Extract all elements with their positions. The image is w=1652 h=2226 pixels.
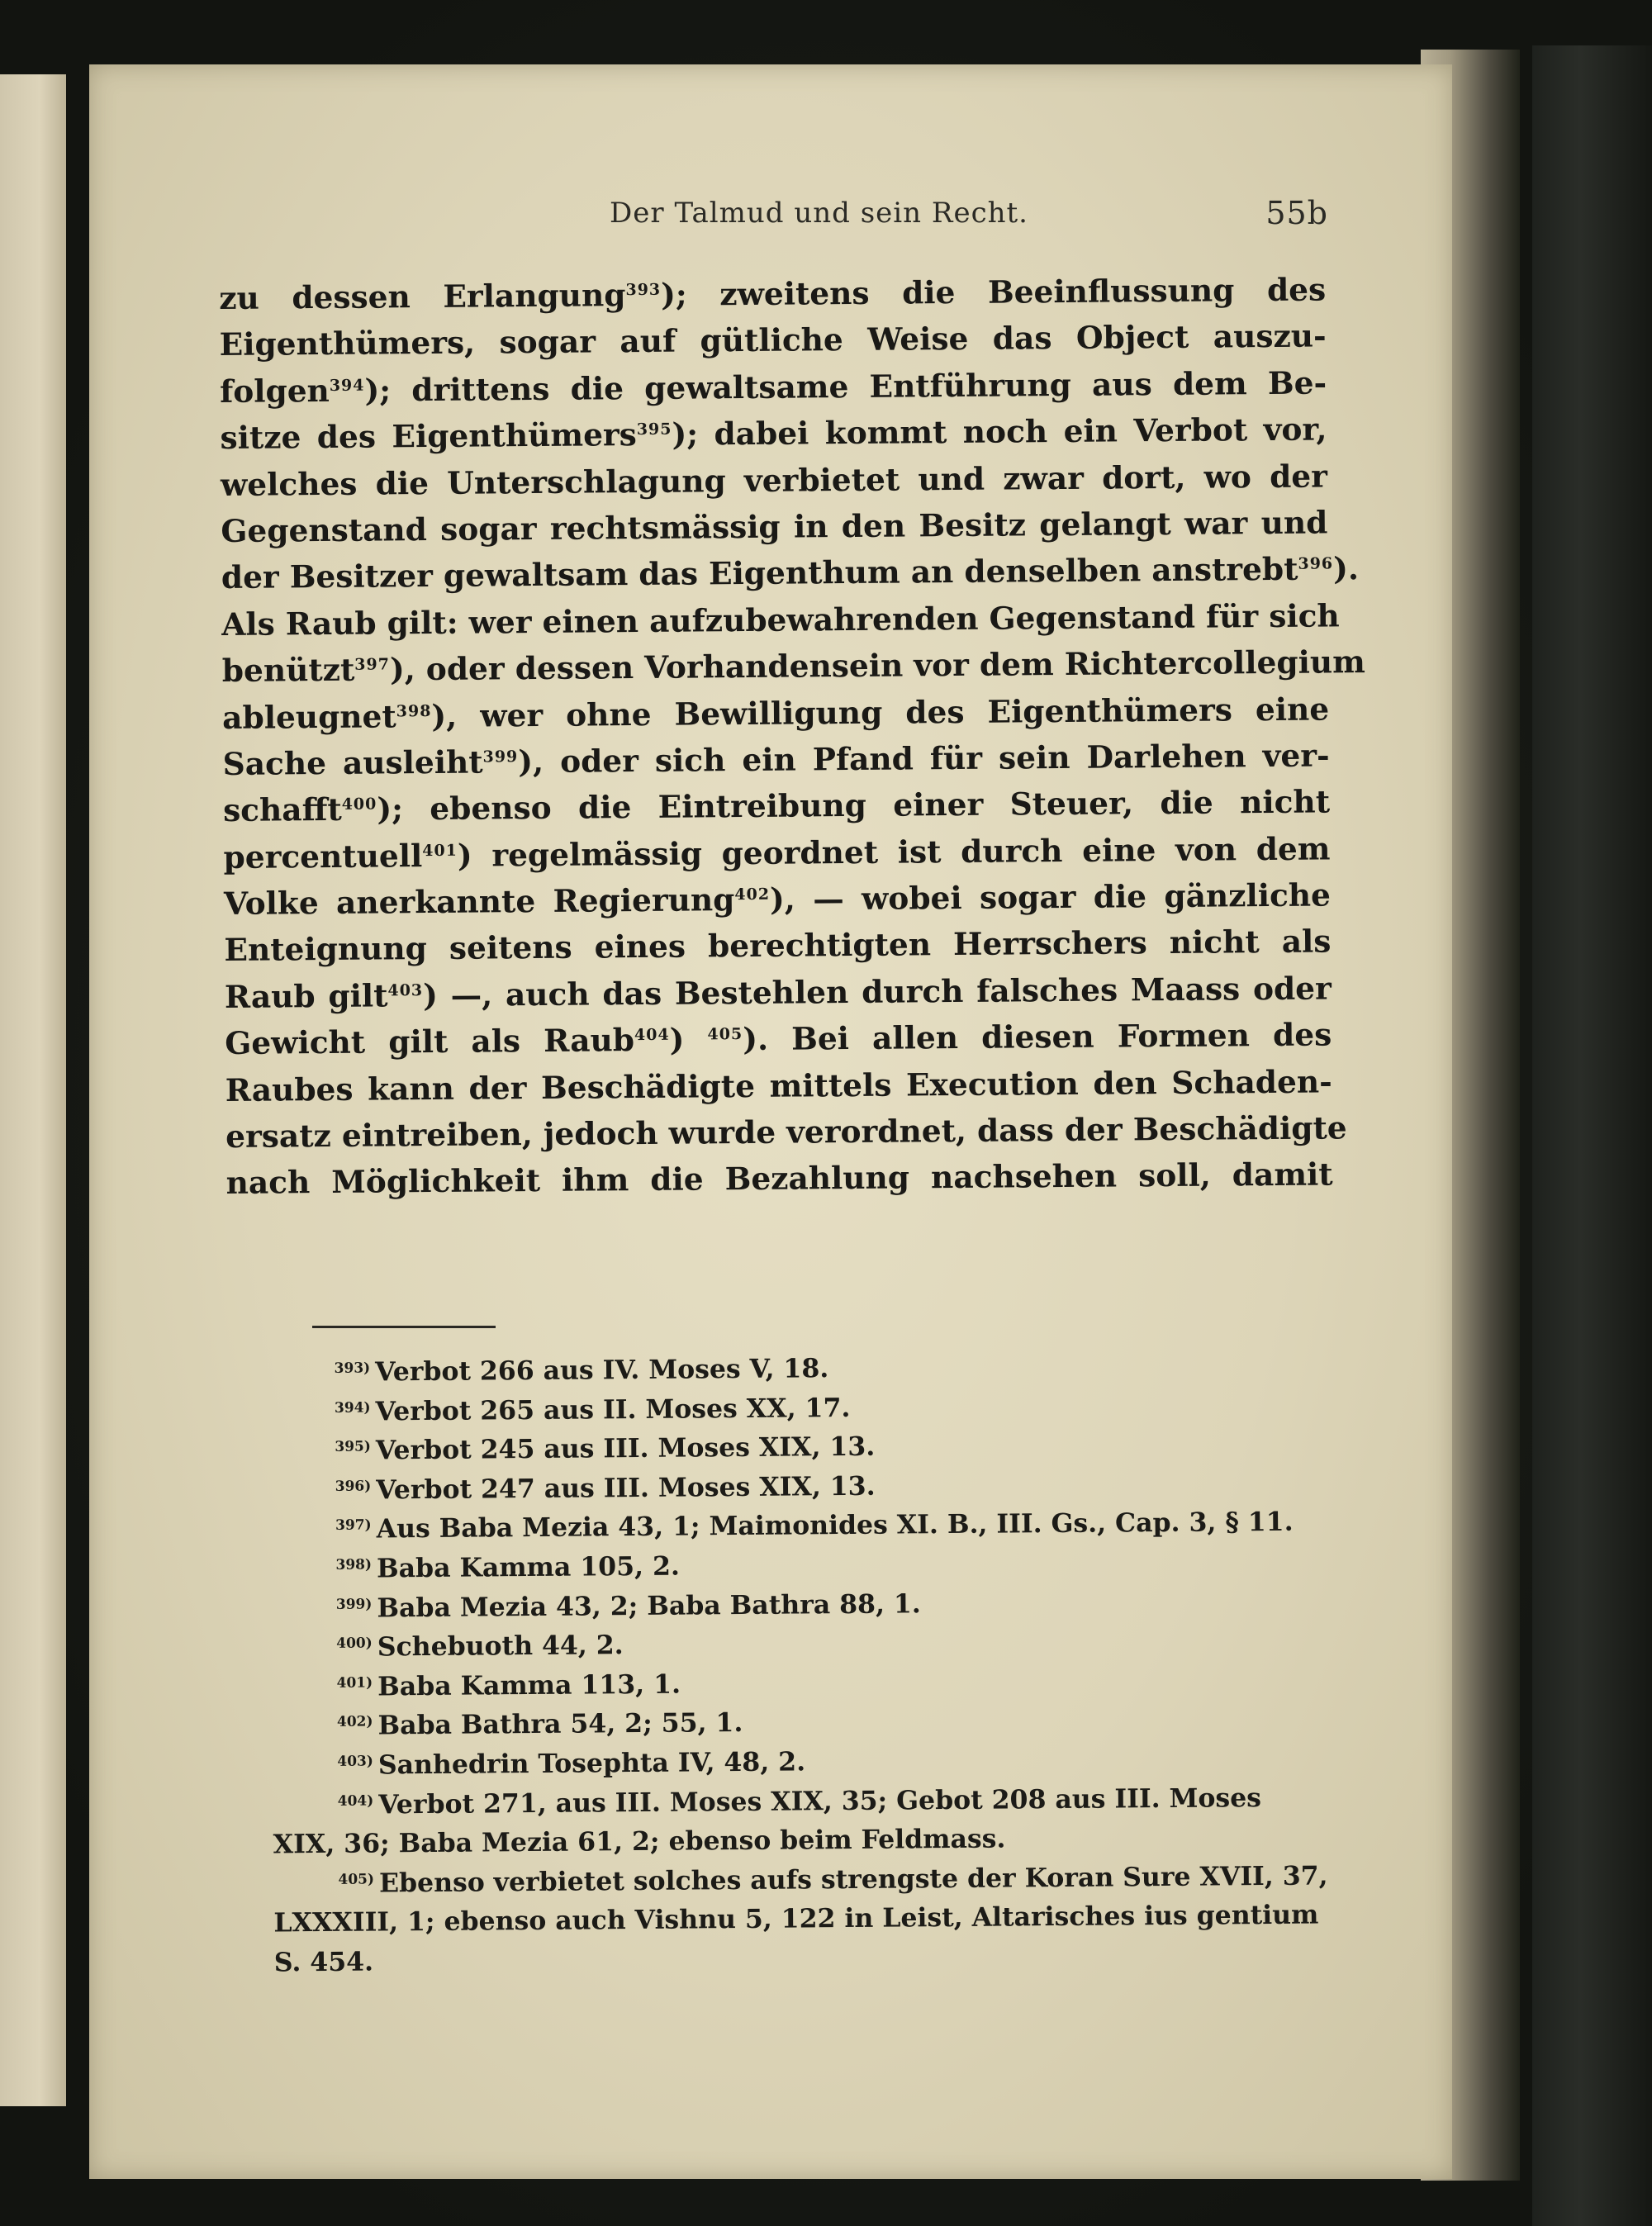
footnote-ref: 395 — [636, 420, 672, 439]
footnote-number: 395) — [335, 1438, 371, 1456]
footnote-number: 405) — [338, 1871, 375, 1888]
footnotes — [273, 1345, 1328, 1982]
text-line: benützt$^{397}$), oder dessen Vorhandensein vor dem Richtercollegium — [221, 643, 1365, 690]
text-line: welches die Unterschlagung verbietet und zwar dort, wo der — [220, 458, 1328, 503]
footnote-continuation: S. 454. — [273, 1946, 374, 1978]
text-line: Volke anerkannte Regierung$^{402}$), — wobei sogar die gänzliche — [223, 876, 1332, 923]
footnote-number: 401) — [336, 1674, 373, 1692]
footnote: 404) Verbot 271, aus III. Moses XIX, 35; Gebot 208 aus III. Moses — [324, 1777, 1323, 1825]
text-line: ableugnet$^{398}$), wer ohne Bewilligung des Eigenthümers eine — [222, 690, 1330, 736]
footnote-ref: 398 — [396, 701, 432, 720]
book-cover — [1532, 45, 1652, 2226]
footnote-ref: 403 — [387, 980, 424, 1000]
footnote: 397) Aus Baba Mezia 43, 1; Maimonides XI. B., III. Gs., Cap. 3, § 11. — [321, 1502, 1321, 1550]
footnote: 395) Verbot 245 aus III. Moses XIX, 13. — [321, 1424, 1321, 1471]
footnote-number: 396) — [335, 1478, 372, 1495]
footnote: 396) Verbot 247 aus III. Moses XIX, 13. — [321, 1463, 1321, 1510]
page-number: 55b — [1265, 195, 1328, 231]
footnote-number: 399) — [335, 1596, 373, 1613]
text-line: Enteignung seitens eines berechtigten Herrschers nicht als — [224, 923, 1332, 969]
footnote-ref: 393 — [625, 280, 662, 300]
footnote: 405) Ebenso verbietet solches aufs strengste der Koran Sure XVII, 37, — [325, 1856, 1324, 1903]
text-line: sitze des Eigenthümers$^{395}$); dabei kommt noch ein Verbot vor, — [220, 411, 1327, 457]
footnote-continuation: LXXXIII, 1; ebenso auch Vishnu 5, 122 in Leist, Altarisches ius gentium — [273, 1899, 1319, 1939]
footnote-number: 404) — [337, 1792, 374, 1810]
text-line: Raub gilt$^{403}$) —, auch das Bestehlen durch falsches Maass oder — [224, 970, 1332, 1015]
footnote-ref: 397 — [354, 655, 391, 674]
footnote: 393) Verbot 266 aus IV. Moses V, 18. — [320, 1345, 1320, 1392]
footnote: 398) Baba Kamma 105, 2. — [322, 1541, 1322, 1588]
footnote: 403) Sanhedrin Tosephta IV, 48, 2. — [324, 1738, 1323, 1785]
footnote-number: 400) — [336, 1635, 373, 1653]
text-line: ersatz eintreiben, jedoch wurde verordnet, dass der Beschädigte — [225, 1109, 1347, 1155]
adjacent-page-edge — [0, 74, 66, 2106]
footnote-ref: 401 — [422, 841, 458, 860]
footnote: 400) Schebuoth 44, 2. — [323, 1621, 1322, 1668]
text-line: nach Möglichkeit ihm die Bezahlung nachsehen soll, damit — [225, 1156, 1333, 1202]
running-head — [519, 197, 1328, 246]
text-line: Gewicht gilt als Raub$^{404}$) $^{405}$). Bei allen diesen Formen des — [225, 1016, 1332, 1062]
text-line: der Besitzer gewaltsam das Eigenthum an denselben anstrebt$^{396}$). — [221, 550, 1360, 596]
footnote: 399) Baba Mezia 43, 2; Baba Bathra 88, 1. — [322, 1581, 1322, 1628]
text-line: schafft$^{400}$); ebenso die Eintreibung einer Steuer, die nicht — [222, 783, 1331, 829]
text-line: folgen$^{394}$); drittens die gewaltsame Entführung aus dem Be- — [219, 364, 1327, 410]
footnote-number: 393) — [334, 1360, 371, 1377]
footnote-rule — [312, 1326, 496, 1328]
footnote-ref: 402 — [734, 885, 771, 904]
book-page — [89, 64, 1452, 2179]
body-text — [219, 266, 1365, 1206]
running-head-title: Der Talmud und sein Recht. — [610, 197, 1028, 230]
footnote-ref: 405 — [707, 1025, 743, 1044]
text-line: Gegenstand sogar rechtsmässig in den Besitz gelangt war und — [221, 504, 1328, 549]
footnote-ref: 396 — [1298, 554, 1334, 574]
footnote-number: 403) — [337, 1753, 373, 1770]
text-line: Eigenthümers, sogar auf gütliche Weise das Object auszu- — [219, 317, 1327, 363]
footnote-ref: 404 — [634, 1025, 670, 1045]
text-line: Raubes kann der Beschädigte mittels Execution den Schaden- — [225, 1063, 1332, 1108]
text-line: Sache ausleiht$^{399}$), oder sich ein Pfand für sein Darlehen ver- — [222, 737, 1330, 782]
footnote-ref: 399 — [482, 748, 519, 767]
text-line: Als Raub gilt: wer einen aufzubewahrenden Gegenstand für sich — [221, 597, 1340, 643]
footnote: 402) Baba Bathra 54, 2; 55, 1. — [323, 1699, 1322, 1746]
footnote-number: 394) — [334, 1399, 371, 1417]
text-line: zu dessen Erlangung$^{393}$); zweitens die Beeinflussung des — [219, 271, 1327, 316]
footnote-number: 402) — [336, 1713, 373, 1731]
footnote-ref: 400 — [341, 795, 377, 814]
footnote: 394) Verbot 265 aus II. Moses XX, 17. — [320, 1384, 1320, 1431]
footnote-ref: 394 — [329, 376, 365, 395]
footnote: 401) Baba Kamma 113, 1. — [323, 1659, 1322, 1706]
text-line: percentuell$^{401}$) regelmässig geordnet ist durch eine von dem — [223, 830, 1331, 876]
footnote-continuation: XIX, 36; Baba Mezia 61, 2; ebenso beim Feldmass. — [273, 1823, 1006, 1860]
footnote-number: 397) — [335, 1516, 372, 1535]
footnote-number: 398) — [335, 1556, 373, 1573]
